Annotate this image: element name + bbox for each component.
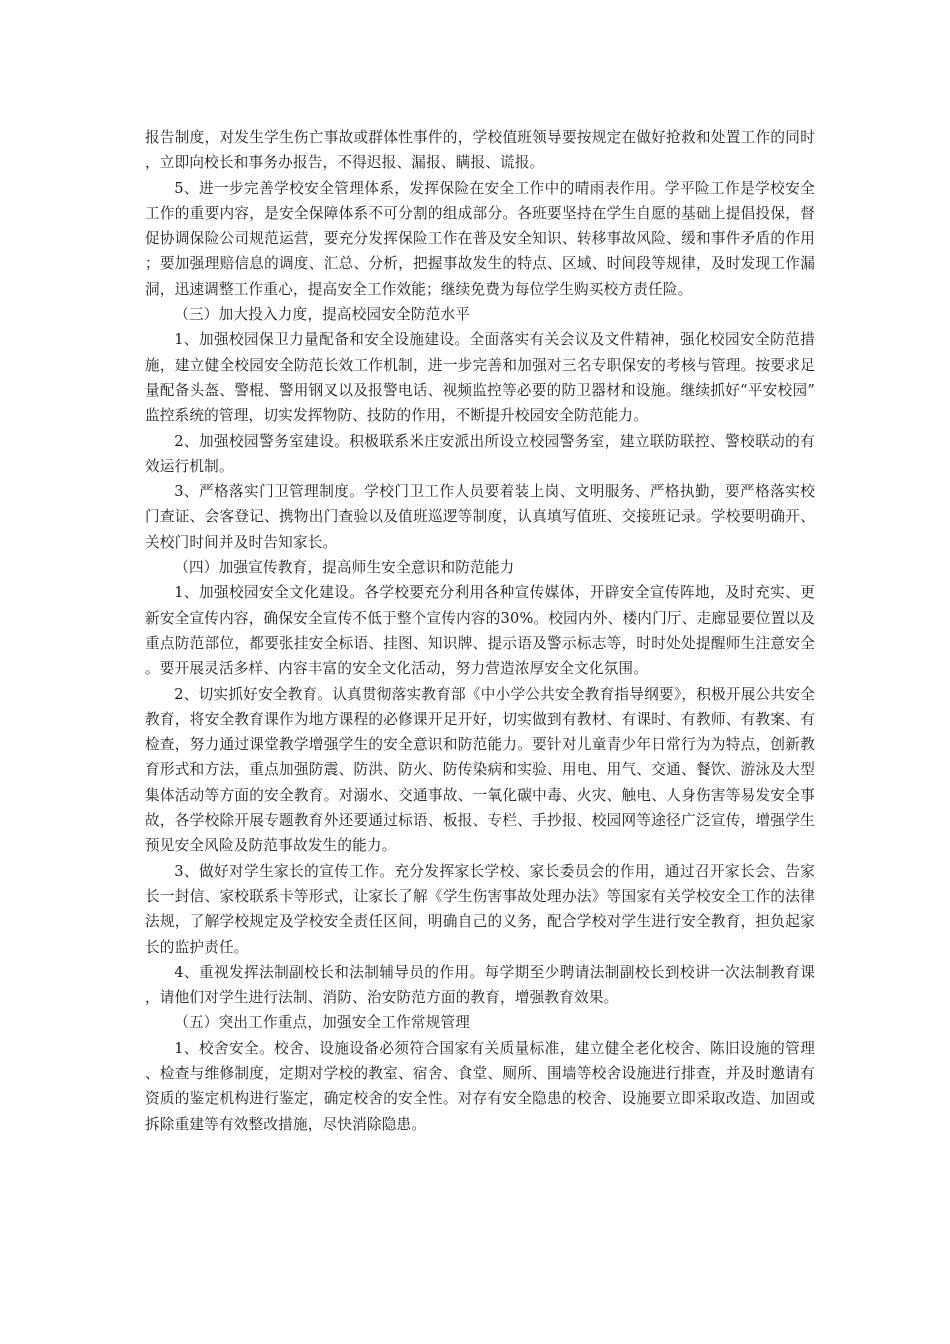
- paragraph-legal-counselor: 4、重视发挥法制副校长和法制辅导员的作用。每学期至少聘请法制副校长到校讲一次法制教育课，请他们对学生进行法制、消防、治安防范方面的教育，增强教育效果。: [145, 963, 815, 1007]
- paragraph-building-safety: 1、校舍安全。校舍、设施设备必须符合国家有关质量标准，建立健全老化校舍、陈旧设施的管理、检查与维修制度，定期对学校的教室、宿舍、食堂、厕所、围墙等校舍设施进行排查，并及时邀请有资质的鉴定机构进行鉴定，确定校舍的安全性。对存有安全隐患的校舍、设施要立即采取改造、加固或拆除重建等有效整改措施，尽快消除隐患。: [145, 1039, 815, 1133]
- section-heading-5: （五）突出工作重点，加强安全工作常规管理: [174, 1014, 471, 1032]
- document-body: [145, 125, 815, 1137]
- paragraph-safety-education: 2、切实抓好安全教育。认真贯彻落实教育部《中小学公共安全教育指导纲要》，积极开展公共安全教育，将安全教育课作为地方课程的必修课开足开好，切实做到有教材、有课时、有教师、有教案、有检查，努力通过课堂教学增强学生的安全意识和防范能力。要针对儿童青少年日常行为为特点，创新教育形式和方法，重点加强防震、防洪、防火、防传染病和实验、用电、用气、交通、餐饮、游泳及大型集体活动等方面的安全教育。对溺水、交通事故、一氧化碳中毒、火灾、触电、人身伤害等易发安全事故，各学校除开展专题教育外还要通过标语、板报、专栏、手抄报、校园网等途径广泛宣传，增强学生预见安全风险及防范事故发生的能力。: [145, 685, 815, 855]
- section-heading-4: （四）加强宣传教育，提高师生安全意识和防范能力: [174, 559, 515, 577]
- section-heading-3: （三）加大投入力度，提高校园安全防范水平: [174, 306, 471, 324]
- paragraph-safety-culture: 1、加强校园安全文化建设。各学校要充分利用各种宣传媒体，开辟安全宣传阵地，及时充实、更新安全宣传内容，确保安全宣传不低于整个宣传内容的30%。校园内外、楼内门厅、走廊显要位置以及重点防范部位，都要张挂安全标语、挂图、知识牌、提示语及警示标志等，时时处处提醒师生注意安全。要开展灵活多样、内容丰富的安全文化活动，努力营造浓厚安全文化氛围。: [145, 584, 815, 678]
- paragraph-security-staff: 1、加强校园保卫力量配备和安全设施建设。全面落实有关会议及文件精神，强化校园安全防范措施，建立健全校园安全防范长效工作机制，进一步完善和加强对三名专职保安的考核与管理。按要求足量配备头盔、警棍、警用钢叉以及报警电话、视频监控等必要的防卫器材和设施。继续抓好“平安校园”监控系统的管理，切实发挥物防、技防的作用，不断提升校园安全防范能力。: [145, 331, 815, 425]
- paragraph-insurance: 5、进一步完善学校安全管理体系，发挥保险在安全工作中的晴雨表作用。学平险工作是学校安全工作的重要内容，是安全保障体系不可分割的组成部分。各班要坚持在学生自愿的基础上提倡投保，督促协调保险公司规范运营，要充分发挥保险工作在普及安全知识、转移事故风险、缓和事件矛盾的作用；要加强理赔信息的调度、汇总、分析，把握事故发生的特点、区域、时间段等规律，及时发现工作漏洞，迅速调整工作重心，提高安全工作效能；继续免费为每位学生购买校方责任险。: [145, 179, 815, 298]
- paragraph-police-office: 2、加强校园警务室建设。积极联系米庄安派出所设立校园警务室，建立联防联控、警校联动的有效运行机制。: [145, 432, 815, 475]
- paragraph-parent-outreach: 3、做好对学生家长的宣传工作。充分发挥家长学校、家长委员会的作用，通过召开家长会、告家长一封信、家校联系卡等形式，让家长了解《学生伤害事故处理办法》等国家有关学校安全工作的法律法规，了解学校规定及学校安全责任区间，明确自己的义务，配合学校对学生进行安全教育，担负起家长的监护责任。: [145, 862, 815, 956]
- paragraph-report-system: 报告制度，对发生学生伤亡事故或群体性事件的，学校值班领导要按规定在做好抢救和处置工作的同时，立即向校长和事务办报告，不得迟报、漏报、瞒报、谎报。: [145, 129, 815, 172]
- paragraph-gate-management: 3、严格落实门卫管理制度。学校门卫工作人员要着装上岗、文明服务、严格执勤，要严格落实校门查证、会客登记、携物出门查验以及值班巡逻等制度，认真填写值班、交接班记录。学校要明确开、关校门时间并及时告知家长。: [145, 483, 815, 551]
